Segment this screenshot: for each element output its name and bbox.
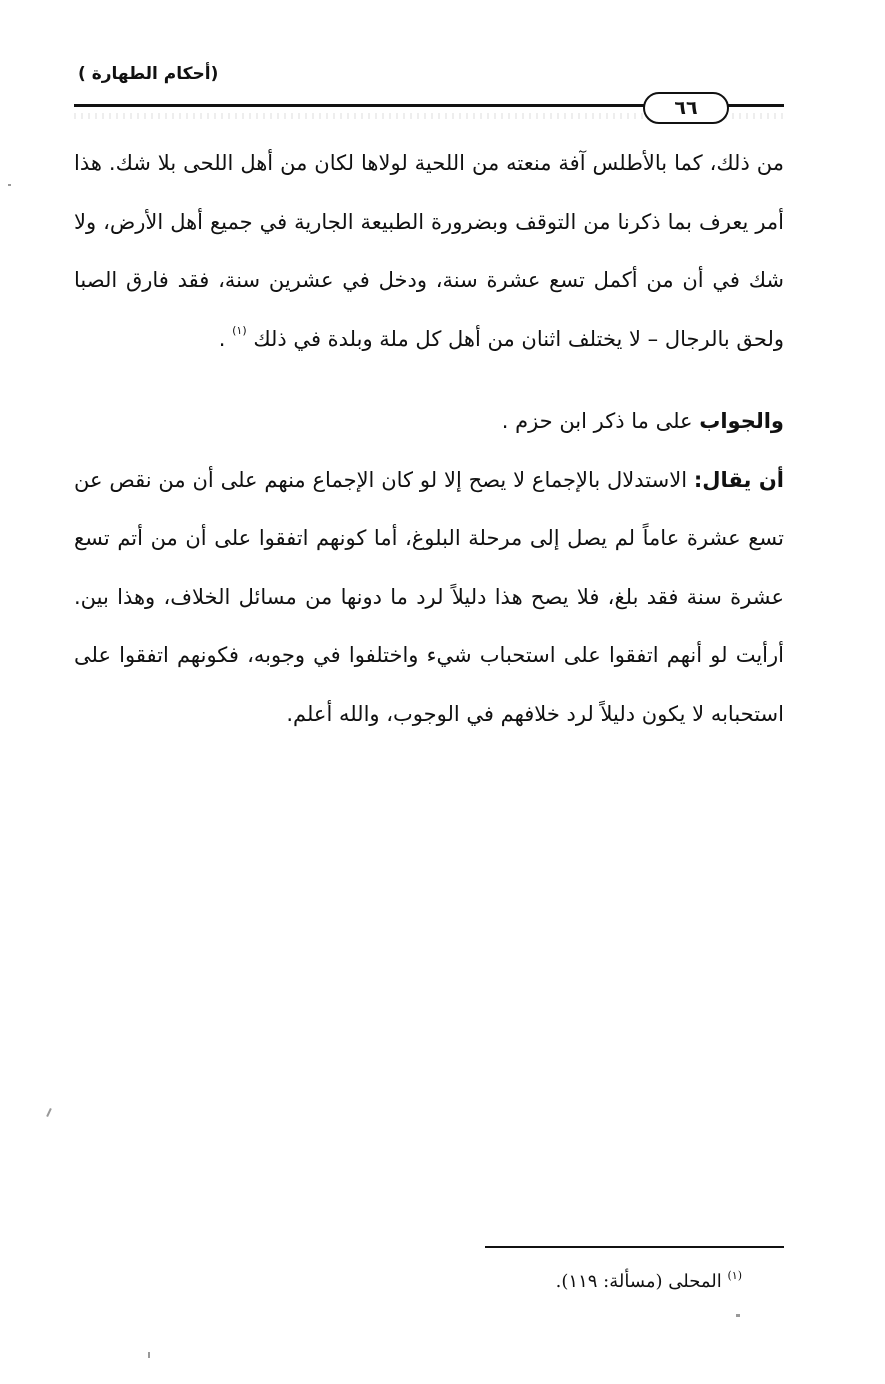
text-line: الاستدلال بالإجماع لا يصح إلا لو كان الإجماع منهم على أن [192, 467, 694, 492]
answer-heading: والجواب [699, 409, 784, 433]
scan-speck [46, 1108, 52, 1117]
answer-text: على ما ذكر ابن حزم . [501, 409, 700, 433]
main-text [74, 134, 784, 743]
text-line: فارق الصبا ولحق بالرجال – لا يختلف اثنان من أهل كل ملة وبلدة في ذلك [74, 268, 784, 351]
text-line: مسائل الخلاف، وهذا بين. أرأيت لو أنهم اتفقوا على استحباب شيء واختلفوا [74, 584, 784, 667]
footnote-marker: (١) [727, 1269, 742, 1282]
scan-speck [148, 1352, 150, 1358]
paragraph-1 [74, 134, 784, 368]
footnote-1 [74, 1268, 742, 1296]
text-line: من نقص عن تسع عشرة عاماً لم يصل إلى مرحلة البلوغ، أما كونهم اتفقوا [74, 467, 785, 550]
running-header-title: (أحكام الطهارة ) [78, 64, 219, 84]
page-number: ٦٦ [643, 92, 729, 124]
footnote-text: المحلى (مسألة: ١١٩). [555, 1271, 728, 1292]
text-line: الأرض، ولا شك في أن من أكمل تسع عشرة سنة، ودخل في عشرين سنة، فقد [74, 209, 784, 292]
reply-heading: أن يقال: [693, 467, 784, 492]
text-line: في وجوبه، فكونهم اتفقوا على استحبابه لا يكون دليلاً لرد خلافهم في الوجوب، [74, 643, 784, 726]
scan-speck [8, 184, 11, 186]
paragraph-reply [74, 451, 784, 744]
footnote-reference[interactable]: (١) [232, 323, 247, 337]
paragraph-gap [74, 368, 784, 392]
paragraph-answer [74, 392, 784, 451]
text-line: على أن من أتم تسع عشرة سنة فقد بلغ، فلا يصح هذا دليلاً لرد ما دونها من [74, 526, 785, 609]
footnote-separator [485, 1246, 784, 1248]
text-line: هذا أمر يعرف بما ذكرنا من التوقف وبضرورة الطبيعة الجارية في جميع أهل [74, 151, 784, 234]
scan-speck [736, 1314, 740, 1317]
text-line: والله أعلم. [286, 701, 380, 726]
text-line-end: . [218, 326, 233, 351]
text-line: من ذلك، كما بالأطلس آفة منعته من اللحية لولاها لكان من أهل اللحى بلا شك. [108, 151, 784, 175]
